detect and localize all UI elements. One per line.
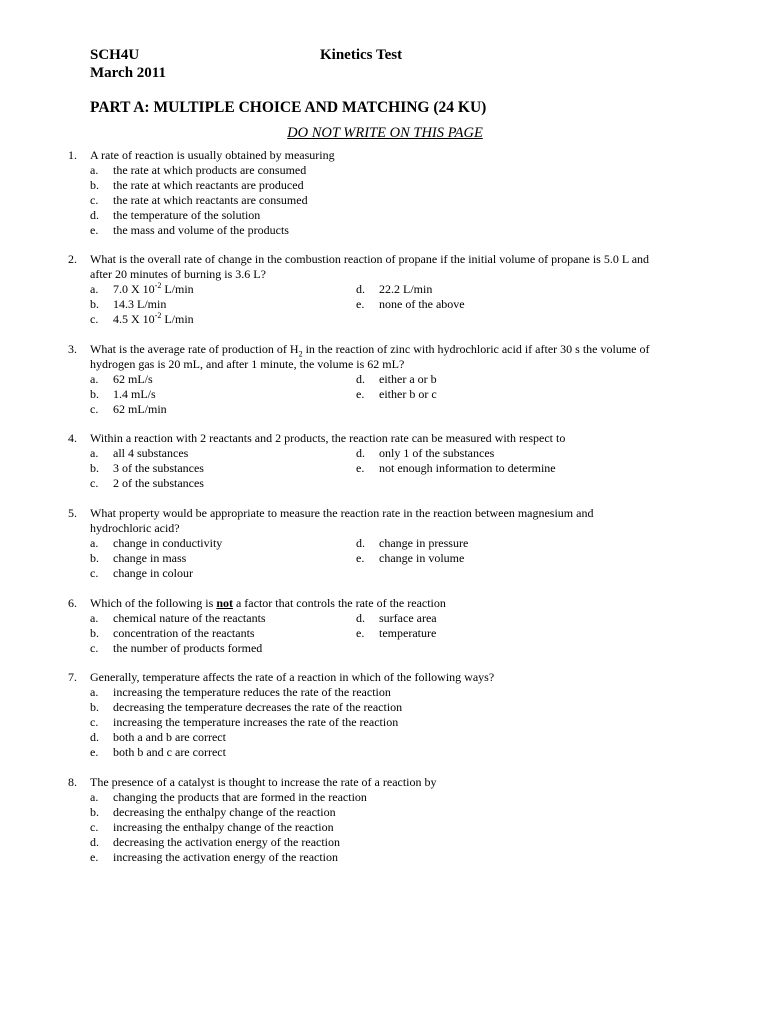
- question-text: Within a reaction with 2 reactants and 2 products, the reaction rate can be measured with respect to: [90, 431, 566, 445]
- option-text: the temperature of the solution: [113, 208, 261, 222]
- option-letter: b.: [90, 387, 99, 401]
- option-letter: b.: [90, 700, 99, 714]
- part-title: PART A: MULTIPLE CHOICE AND MATCHING (24 KU): [90, 99, 487, 116]
- question-text: Which of the following is not a factor that controls the rate of the reaction: [90, 596, 446, 610]
- option-text: changing the products that are formed in the reaction: [113, 790, 367, 804]
- option-text: 2 of the substances: [113, 476, 204, 490]
- question-text-line2: hydrogen gas is 20 mL, and after 1 minute, the volume is 62 mL?: [90, 357, 405, 371]
- option-letter: d.: [90, 208, 99, 222]
- option-text: decreasing the temperature decreases the rate of the reaction: [113, 700, 403, 714]
- option-letter: d.: [356, 372, 365, 386]
- option-letter: e.: [90, 850, 99, 864]
- question-text-line1: What is the overall rate of change in the combustion reaction of propane if the initial volume of propane is 5.0 L and: [90, 252, 650, 266]
- option-letter: d.: [356, 446, 365, 460]
- option-text: chemical nature of the reactants: [113, 611, 266, 625]
- option-text: change in colour: [113, 566, 193, 580]
- option-letter: b.: [90, 297, 99, 311]
- option-text: all 4 substances: [113, 446, 189, 460]
- option-letter: e.: [356, 551, 365, 565]
- option-text: increasing the temperature reduces the rate of the reaction: [113, 685, 391, 699]
- option-text: decreasing the activation energy of the reaction: [113, 835, 341, 849]
- test-date: March 2011: [90, 65, 166, 81]
- option-letter: b.: [90, 805, 99, 819]
- question-text-line1: What property would be appropriate to measure the reaction rate in the reaction between magnesium and: [90, 506, 594, 520]
- option-text: temperature: [379, 626, 437, 640]
- option-text: either b or c: [379, 387, 437, 401]
- option-text: 7.0 X $10^{-2}$ L/min: [113, 281, 194, 296]
- option-letter: c.: [90, 402, 99, 416]
- option-text: increasing the temperature increases the rate of the reaction: [113, 715, 399, 729]
- question-number: 5.: [68, 506, 77, 520]
- option-text: 14.3 L/min: [113, 297, 167, 311]
- option-text: 3 of the substances: [113, 461, 204, 475]
- option-text: 62 mL/min: [113, 402, 167, 416]
- option-text: 1.4 mL/s: [113, 387, 156, 401]
- option-letter: e.: [356, 626, 365, 640]
- option-letter: c.: [90, 566, 99, 580]
- option-letter: c.: [90, 820, 99, 834]
- option-letter: e.: [90, 223, 99, 237]
- do-not-write-notice: DO NOT WRITE ON THIS PAGE: [287, 125, 483, 141]
- option-text: the rate at which reactants are consumed: [113, 193, 308, 207]
- option-text: not enough information to determine: [379, 461, 556, 475]
- option-letter: a.: [90, 372, 99, 386]
- option-text: increasing the activation energy of the reaction: [113, 850, 339, 864]
- option-text: only 1 of the substances: [379, 446, 495, 460]
- option-text: change in mass: [113, 551, 187, 565]
- option-text: none of the above: [379, 297, 465, 311]
- option-text: the rate at which reactants are produced: [113, 178, 304, 192]
- option-letter: a.: [90, 685, 99, 699]
- option-text: 62 mL/s: [113, 372, 153, 386]
- question-text: A rate of reaction is usually obtained by measuring: [90, 148, 335, 162]
- question-text: The presence of a catalyst is thought to increase the rate of a reaction by: [90, 775, 437, 789]
- option-letter: b.: [90, 461, 99, 475]
- option-letter: a.: [90, 163, 99, 177]
- question-number: 1.: [68, 148, 77, 162]
- option-letter: c.: [90, 641, 99, 655]
- option-letter: c.: [90, 476, 99, 490]
- option-letter: a.: [90, 536, 99, 550]
- option-letter: e.: [356, 387, 365, 401]
- question-number: 2.: [68, 252, 77, 266]
- option-text: concentration of the reactants: [113, 626, 255, 640]
- question-text-line1: What is the average rate of production of $H_2$ in the reaction of zinc with hydrochloric acid if after 30 s the volume of: [90, 342, 650, 359]
- option-text: change in volume: [379, 551, 465, 565]
- question-number: 3.: [68, 342, 77, 356]
- question-number: 4.: [68, 431, 77, 445]
- option-letter: c.: [90, 193, 99, 207]
- option-letter: b.: [90, 551, 99, 565]
- option-text: the number of products formed: [113, 641, 263, 655]
- option-text: increasing the enthalpy change of the reaction: [113, 820, 334, 834]
- option-letter: b.: [90, 626, 99, 640]
- option-letter: c.: [90, 312, 99, 326]
- option-letter: a.: [90, 446, 99, 460]
- option-text: 4.5 X $10^{-2}$ L/min: [113, 311, 194, 326]
- question-text-line2: hydrochloric acid?: [90, 521, 180, 535]
- option-text: both b and c are correct: [113, 745, 226, 759]
- option-text: change in conductivity: [113, 536, 223, 550]
- question-number: 6.: [68, 596, 77, 610]
- option-letter: c.: [90, 715, 99, 729]
- option-letter: d.: [356, 536, 365, 550]
- question-number: 8.: [68, 775, 77, 789]
- option-text: 22.2 L/min: [379, 282, 433, 296]
- option-text: decreasing the enthalpy change of the reaction: [113, 805, 336, 819]
- option-letter: e.: [90, 745, 99, 759]
- option-letter: e.: [356, 461, 365, 475]
- question-text-line2: after 20 minutes of burning is 3.6 L?: [90, 267, 266, 281]
- test-title: Kinetics Test: [320, 47, 403, 63]
- option-text: change in pressure: [379, 536, 469, 550]
- option-text: either a or b: [379, 372, 437, 386]
- question-number: 7.: [68, 670, 77, 684]
- option-letter: d.: [90, 730, 99, 744]
- question-text: Generally, temperature affects the rate of a reaction in which of the following ways?: [90, 670, 495, 684]
- option-letter: e.: [356, 297, 365, 311]
- option-letter: d.: [90, 835, 99, 849]
- emphasis-not: not: [216, 596, 233, 610]
- option-text: both a and b are correct: [113, 730, 226, 744]
- option-letter: a.: [90, 611, 99, 625]
- option-letter: d.: [356, 611, 365, 625]
- option-text: the rate at which products are consumed: [113, 163, 307, 177]
- option-text: surface area: [379, 611, 437, 625]
- option-letter: b.: [90, 178, 99, 192]
- course-code: SCH4U: [90, 47, 140, 63]
- option-text: the mass and volume of the products: [113, 223, 289, 237]
- option-letter: a.: [90, 282, 99, 296]
- option-letter: a.: [90, 790, 99, 804]
- option-letter: d.: [356, 282, 365, 296]
